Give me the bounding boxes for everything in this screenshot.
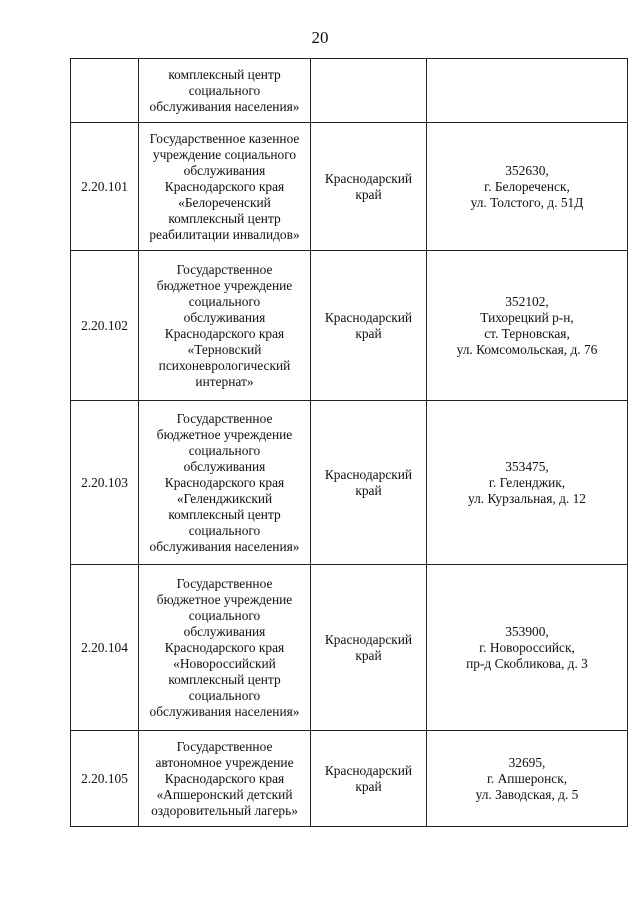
cell-address <box>427 59 628 123</box>
org-line: Краснодарского края <box>164 474 285 490</box>
region-line: край <box>355 647 382 663</box>
org-line: бюджетное учреждение <box>156 426 293 442</box>
org-line: автономное учреждение <box>155 754 294 770</box>
cell-organization <box>139 731 311 827</box>
cell-address <box>427 251 628 401</box>
cell-organization <box>139 123 311 251</box>
org-line: Государственное <box>176 261 273 277</box>
org-line: комплексный центр <box>168 671 281 687</box>
org-line: обслуживания <box>183 309 266 325</box>
cell-region <box>311 565 427 731</box>
cell-organization <box>139 565 311 731</box>
cell-organization <box>139 59 311 123</box>
region-line: край <box>355 482 382 498</box>
cell-number <box>71 59 139 123</box>
org-line: обслуживания <box>183 458 266 474</box>
address-line: ул. Комсомольская, д. 76 <box>456 341 598 357</box>
org-line: оздоровительный лагерь» <box>151 802 298 818</box>
address-line: г. Апшеронск, <box>486 770 568 786</box>
org-line: социального <box>188 687 261 703</box>
org-line: Государственное <box>176 738 273 754</box>
org-line: «Новороссийский <box>173 655 276 671</box>
org-line: социального <box>188 607 261 623</box>
cell-organization <box>139 401 311 565</box>
region-line: край <box>355 325 382 341</box>
org-line: «Геленджикский <box>176 490 273 506</box>
org-line: психоневрологический <box>158 357 291 373</box>
org-line: обслуживания населения» <box>149 538 300 554</box>
cell-region <box>311 401 427 565</box>
address-line: г. Геленджик, <box>488 474 566 490</box>
address-line: Тихорецкий р-н, <box>480 309 574 325</box>
address-line: ул. Толстого, д. 51Д <box>470 194 584 210</box>
org-line: «Апшеронский детский <box>156 786 293 802</box>
region-line: Краснодарский <box>324 170 413 186</box>
cell-address <box>427 401 628 565</box>
table-row-continuation <box>71 59 628 123</box>
address-line: ул. Курзальная, д. 12 <box>468 490 586 506</box>
org-line: Краснодарского края <box>164 639 285 655</box>
org-line: обслуживания населения» <box>149 98 300 114</box>
cell-address <box>427 123 628 251</box>
region-line: Краснодарский <box>324 466 413 482</box>
cell-number: 2.20.105 <box>71 731 139 827</box>
cell-region <box>311 731 427 827</box>
org-line: Краснодарского края <box>164 325 285 341</box>
cell-organization <box>139 251 311 401</box>
cell-number: 2.20.104 <box>71 565 139 731</box>
org-line: Государственное <box>176 575 273 591</box>
address-line: 353900, <box>505 623 549 639</box>
org-line: Краснодарского края <box>164 178 285 194</box>
address-line: ул. Заводская, д. 5 <box>475 786 579 802</box>
org-line: реабилитации инвалидов» <box>149 226 300 242</box>
address-line: г. Новороссийск, <box>479 639 575 655</box>
cell-region <box>311 123 427 251</box>
cell-address <box>427 731 628 827</box>
org-line: интернат» <box>195 373 254 389</box>
org-line: учреждение социального <box>152 146 297 162</box>
org-line: комплексный центр <box>168 66 281 82</box>
org-line: обслуживания <box>183 162 266 178</box>
region-line: край <box>355 778 382 794</box>
org-line: «Белореченский <box>178 194 271 210</box>
page-number: 20 <box>311 28 329 47</box>
region-line: Краснодарский <box>324 631 413 647</box>
org-line: обслуживания <box>183 623 266 639</box>
table-row <box>71 401 628 565</box>
table-row <box>71 565 628 731</box>
address-line: 32695, <box>508 754 546 770</box>
org-line: бюджетное учреждение <box>156 277 293 293</box>
org-line: социального <box>188 442 261 458</box>
cell-number: 2.20.101 <box>71 123 139 251</box>
address-line: ст. Терновская, <box>484 325 570 341</box>
region-line: Краснодарский <box>324 309 413 325</box>
cell-address <box>427 565 628 731</box>
region-line: Краснодарский <box>324 762 413 778</box>
org-line: комплексный центр <box>168 506 281 522</box>
org-line: Государственное казенное <box>149 130 300 146</box>
address-line: 352102, <box>505 293 549 309</box>
cell-number: 2.20.103 <box>71 401 139 565</box>
address-line: пр-д Скобликова, д. 3 <box>466 655 588 671</box>
org-line: социального <box>188 522 261 538</box>
table-row <box>71 731 628 827</box>
org-line: бюджетное учреждение <box>156 591 293 607</box>
cell-number: 2.20.102 <box>71 251 139 401</box>
table-row <box>71 251 628 401</box>
address-line: 352630, <box>505 162 549 178</box>
org-line: Краснодарского края <box>164 770 285 786</box>
cell-region <box>311 59 427 123</box>
org-line: комплексный центр <box>168 210 281 226</box>
address-line: 353475, <box>505 458 549 474</box>
org-line: Государственное <box>176 410 273 426</box>
region-line: край <box>355 186 382 202</box>
table-row <box>71 123 628 251</box>
org-line: социального <box>188 293 261 309</box>
address-line: г. Белореченск, <box>484 178 570 194</box>
registry-table <box>70 58 628 827</box>
org-line: «Терновский <box>187 341 262 357</box>
org-line: социального <box>188 82 261 98</box>
cell-region <box>311 251 427 401</box>
org-line: обслуживания населения» <box>149 703 300 719</box>
registry-body <box>71 59 628 827</box>
